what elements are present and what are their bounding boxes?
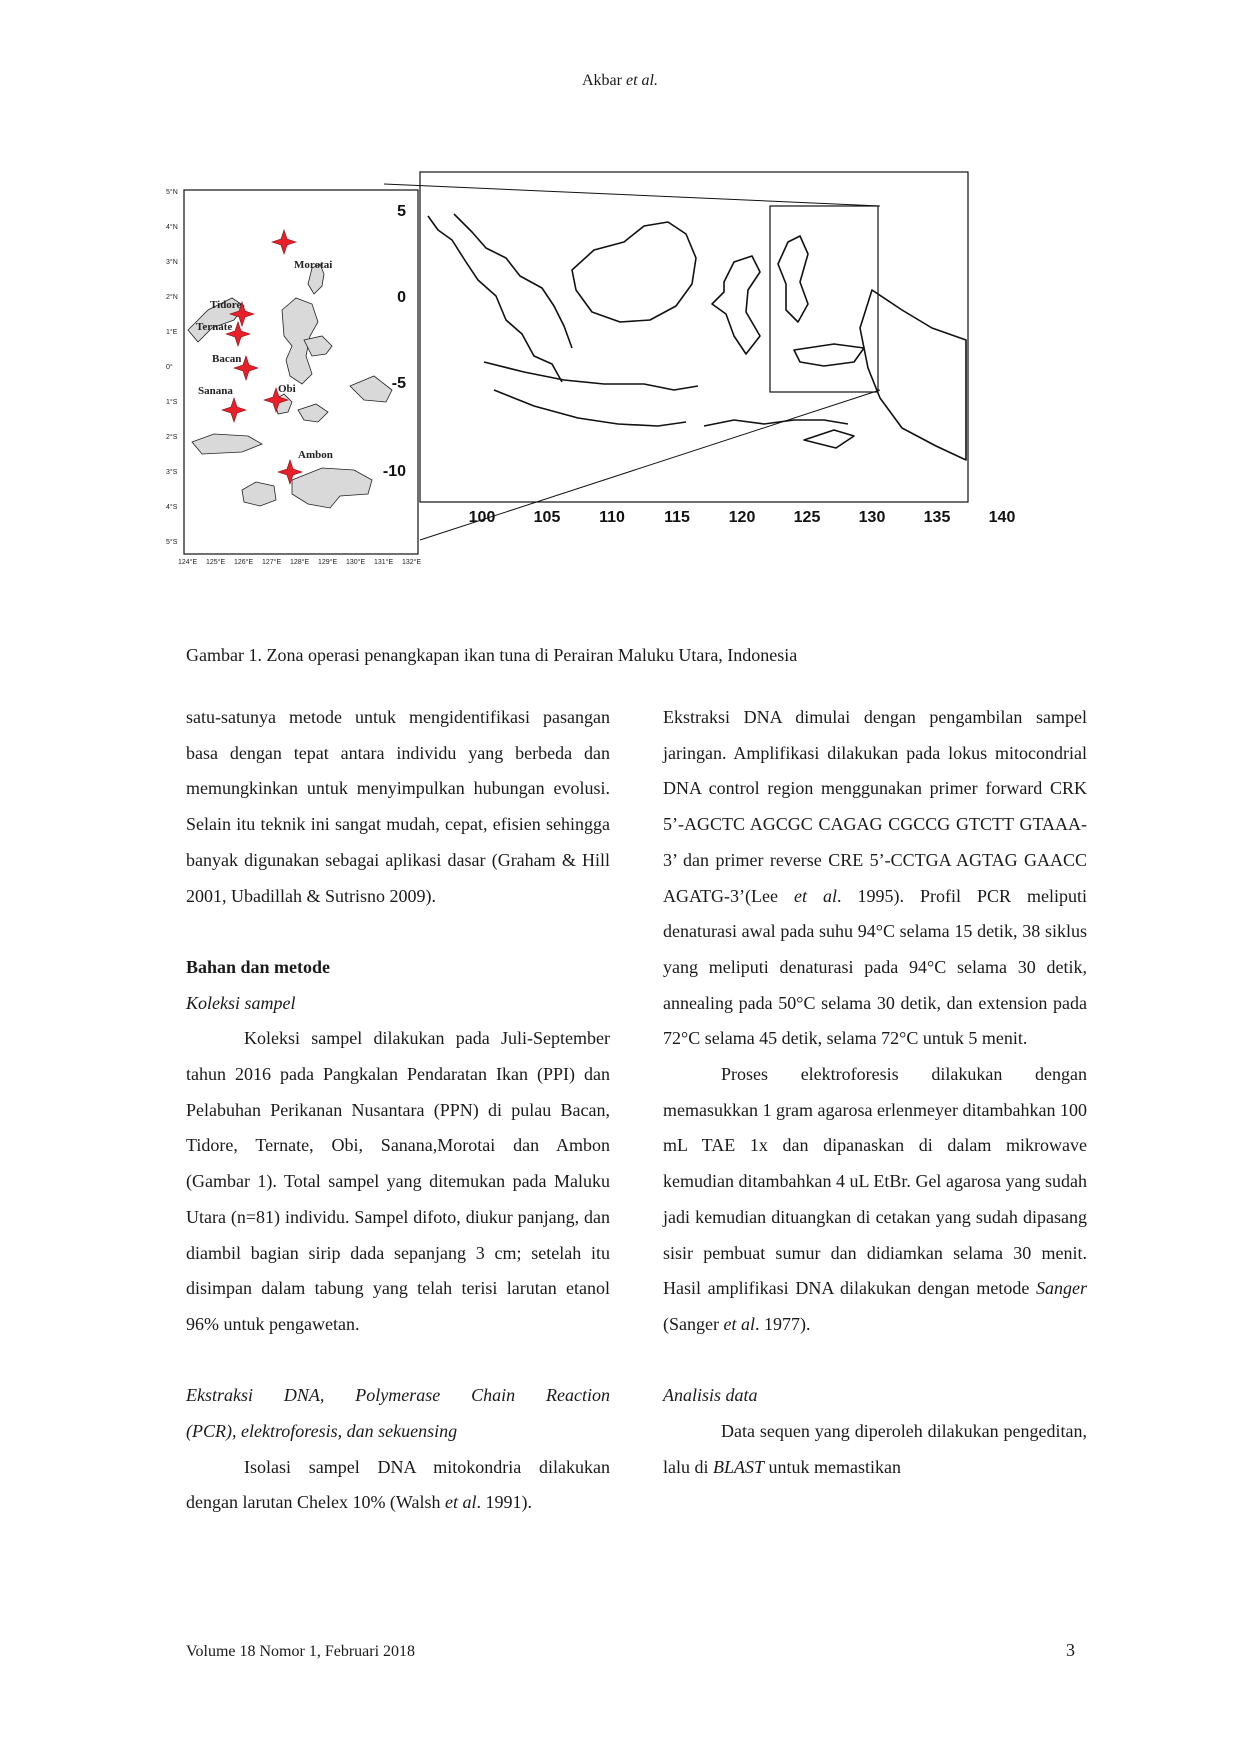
etal-text: et al — [793, 885, 837, 906]
paragraph-text: Proses elektroforesis dilakukan dengan memasukkan 1 gram agarosa erlenmeyer ditambahkan 100 mL TAE 1x dan dipanaskan di dalam mikrowave kemudian ditambahkan 4 uL EtBr. Gel agarosa yang sudah jadi kemudian dituangkan di cetakan yang sudah dipasang sisir pembuat sumur dan didiamkan selama 30 menit. Hasil amplifikasi DNA dilakukan dengan metode — [663, 1064, 1087, 1299]
inset-x-tick: 124°E — [178, 559, 198, 566]
main-y-tick: 5 — [397, 203, 406, 220]
running-header — [0, 72, 1240, 90]
inset-y-tick: 0° — [166, 364, 173, 371]
paragraph-text: Ekstraksi DNA dimulai dengan pengambilan sampel jaringan. Amplifikasi dilakukan pada lokus mitocondrial DNA control region menggunakan primer forward CRK 5’-AGCTC AGCGC CAGAG CGCCG GTCTT GTAAA-3’ dan primer reverse CRE 5’-CCTGA AGTAG GAACC AGATG-3’(Lee — [663, 707, 1087, 906]
main-x-tick: 135 — [923, 509, 951, 526]
inset-x-ticks — [178, 558, 421, 566]
main-x-tick: 125 — [793, 509, 821, 526]
paragraph — [186, 1450, 610, 1521]
inset-y-tick: 4°N — [166, 224, 178, 231]
site-label-sanana: Sanana — [198, 385, 233, 397]
coast-nusa-tenggara — [704, 420, 848, 426]
method-name: Sanger — [1036, 1278, 1087, 1299]
inset-x-tick: 132°E — [402, 559, 422, 566]
header-authors: Akbar — [582, 72, 622, 89]
main-map-frame — [420, 172, 968, 502]
site-label-ambon: Ambon — [298, 449, 333, 461]
paragraph — [663, 1414, 1087, 1485]
etal-text: et al — [444, 1492, 477, 1513]
paragraph: satu-satunya metode untuk mengidentifikasi pasangan basa dengan tepat antara individu yang berbeda dan memungkinkan untuk menyimpulkan hubungan evolusi. Selain itu teknik ini sangat mudah, cepat, efisien sehingga banyak digunakan sebagai aplikasi dasar (Graham & Hill 2001, Ubadillah & Sutrisno 2009). — [186, 707, 610, 906]
site-label-bacan: Bacan — [212, 353, 242, 365]
site-label-obi: Obi — [278, 383, 296, 395]
subsection-heading: (PCR), elektroforesis, dan sekuensing — [186, 1421, 458, 1442]
spacer — [186, 1343, 610, 1379]
paragraph-text: untuk memastikan — [764, 1456, 901, 1477]
inset-x-tick: 131°E — [374, 559, 394, 566]
section-heading: Bahan dan metode — [186, 956, 331, 977]
footer-volume: Volume 18 Nomor 1, Februari 2018 — [186, 1643, 416, 1660]
connector-line-top — [384, 184, 880, 206]
coast-timor — [804, 430, 854, 448]
inset-y-tick: 3°S — [166, 469, 178, 476]
right-column — [663, 700, 1087, 1485]
paragraph-text: . 1995). Profil PCR meliputi denaturasi awal pada suhu 94°C selama 15 detik, 38 siklus yang meliputi denaturasi pada 94°C selama 30 detik, annealing pada 50°C selama 30 detik, dan extension pada 72°C selama 45 detik, selama 72°C untuk 5 menit. — [663, 885, 1088, 1049]
coast-papua — [860, 290, 966, 460]
paragraph-text: (Sanger — [663, 1313, 724, 1334]
main-x-tick: 130 — [858, 509, 886, 526]
subsection-heading: Ekstraksi DNA, Polymerase Chain Reaction — [186, 1385, 610, 1406]
spacer — [186, 914, 610, 950]
paragraph-text: . 1991). — [476, 1492, 532, 1513]
main-x-tick: 105 — [533, 509, 561, 526]
tool-name: BLAST — [713, 1456, 765, 1477]
inset-x-tick: 127°E — [262, 559, 282, 566]
page-number: 3 — [1066, 1640, 1075, 1660]
spacer — [663, 1343, 1087, 1379]
coast-sulawesi — [712, 256, 760, 354]
inset-y-tick: 5°N — [166, 189, 178, 196]
coast-sumatra-east — [454, 214, 572, 348]
inset-x-tick: 129°E — [318, 559, 338, 566]
coast-halmahera — [778, 236, 808, 322]
subsection-heading: Koleksi sampel — [186, 992, 296, 1013]
inset-y-tick: 1°E — [166, 329, 178, 336]
inset-y-tick: 2°N — [166, 294, 178, 301]
inset-x-tick: 130°E — [346, 559, 366, 566]
paragraph — [663, 700, 1087, 1057]
main-y-tick: -10 — [382, 463, 406, 480]
inset-y-tick: 2°S — [166, 434, 178, 441]
main-x-tick: 120 — [728, 509, 756, 526]
main-x-tick: 110 — [599, 509, 625, 526]
coast-seram — [794, 344, 864, 366]
main-x-tick: 115 — [664, 509, 690, 526]
figure-caption: Gambar 1. Zona operasi penangkapan ikan tuna di Perairan Maluku Utara, Indonesia — [186, 645, 798, 665]
inset-y-tick: 5°S — [166, 539, 178, 546]
inset-y-tick: 3°N — [166, 259, 178, 266]
main-x-tick: 140 — [988, 509, 1016, 526]
left-column — [186, 700, 610, 1521]
site-label-morotai: Morotai — [294, 259, 333, 271]
coast-java-north — [484, 362, 698, 390]
site-label-tidore: Tidore — [210, 299, 242, 311]
main-y-tick: -5 — [391, 375, 406, 392]
paragraph — [663, 1057, 1087, 1343]
main-x-tick: 100 — [468, 509, 496, 526]
paragraph-text: Data sequen yang diperoleh dilakukan pengeditan, lalu di — [663, 1421, 1087, 1477]
paragraph-text: Isolasi sampel DNA mitokondria dilakukan dengan larutan Chelex 10% (Walsh — [186, 1456, 610, 1513]
site-label-ternate: Ternate — [196, 321, 233, 333]
map-figure-svg — [166, 189, 1080, 570]
coast-borneo — [572, 222, 696, 322]
paragraph-text: . 1977). — [754, 1313, 811, 1334]
header-etal: et al. — [625, 72, 658, 89]
subsection-heading: Analisis data — [663, 1385, 758, 1406]
inset-y-tick: 4°S — [166, 504, 178, 511]
inset-y-tick: 1°S — [166, 399, 178, 406]
paragraph: Koleksi sampel dilakukan pada Juli-September tahun 2016 pada Pangkalan Pendaratan Ikan (PPI) dan Pelabuhan Perikanan Nusantara (PPN) di pulau Bacan, Tidore, Ternate, Obi, Sanana,Morotai dan Ambon (Gambar 1). Total sampel yang ditemukan pada Maluku Utara (n=81) individu. Sampel difoto, diukur panjang, dan diambil bagian sirip dada sepanjang 3 cm; setelah itu disimpan dalam tabung yang telah terisi larutan etanol 96% untuk pengawetan. — [186, 1028, 610, 1334]
inset-y-ticks — [166, 188, 178, 546]
main-y-tick: 0 — [397, 289, 406, 306]
inset-x-tick: 126°E — [234, 559, 254, 566]
etal-text: et al — [723, 1313, 755, 1334]
main-map-coastlines — [428, 214, 966, 460]
inset-x-tick: 128°E — [290, 559, 310, 566]
coast-java-south — [494, 390, 686, 426]
inset-x-tick: 125°E — [206, 559, 226, 566]
main-x-ticks — [469, 509, 1016, 526]
coast-sumatra-west — [428, 216, 562, 382]
figure-map — [166, 189, 1080, 570]
